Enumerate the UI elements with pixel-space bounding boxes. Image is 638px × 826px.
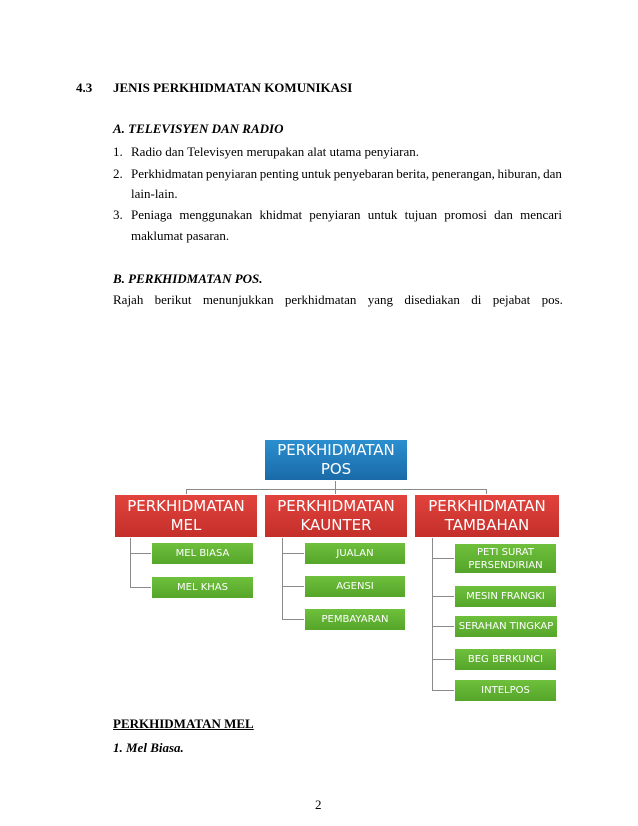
connector-kaunter-vertical bbox=[282, 538, 283, 619]
word: penyebaran bbox=[333, 166, 394, 181]
word: disediakan bbox=[404, 292, 460, 307]
word: dan bbox=[543, 166, 562, 181]
list-item-continuation: lain-lain. bbox=[131, 186, 178, 201]
mel-heading: PERKHIDMATAN MEL bbox=[113, 716, 254, 731]
leaf-jualan bbox=[304, 542, 406, 565]
branch-node-line: KAUNTER bbox=[300, 516, 372, 534]
word: menggunakan bbox=[179, 207, 253, 222]
connector-kaunter-2 bbox=[282, 586, 304, 587]
leaf-label: PEMBAYARAN bbox=[321, 614, 389, 625]
leaf-beg-berkunci bbox=[454, 648, 557, 671]
leaf-label: SERAHAN TINGKAP bbox=[458, 621, 554, 632]
word: Peniaga bbox=[131, 207, 173, 222]
connector-root-down bbox=[335, 480, 336, 489]
word: yang bbox=[367, 292, 393, 307]
word: tujuan bbox=[404, 207, 438, 222]
word: di bbox=[471, 292, 482, 307]
connector-mel-vertical bbox=[130, 538, 131, 587]
word: promosi bbox=[444, 207, 487, 222]
word: pejabat bbox=[492, 292, 531, 307]
leaf-label: PETI SURAT bbox=[477, 546, 534, 558]
branch-node-line: MEL bbox=[170, 516, 202, 534]
connector-tambahan-vertical bbox=[432, 538, 433, 690]
part-b-heading: B. PERKHIDMATAN POS. bbox=[113, 271, 263, 286]
branch-node-line: TAMBAHAN bbox=[444, 516, 530, 534]
connector-tambahan-2 bbox=[432, 596, 454, 597]
root-node-line: POS bbox=[320, 460, 352, 478]
connector-kaunter-3 bbox=[282, 619, 304, 620]
word: penting bbox=[259, 166, 299, 181]
word: Perkhidmatan bbox=[131, 166, 204, 181]
branch-node-line: PERKHIDMATAN bbox=[277, 497, 395, 515]
leaf-agensi bbox=[304, 575, 406, 598]
branch-node-kaunter bbox=[264, 494, 408, 538]
word: hiburan, bbox=[497, 166, 541, 181]
word: penyiaran bbox=[205, 166, 258, 181]
leaf-label: JUALAN bbox=[336, 548, 374, 559]
word: untuk bbox=[367, 207, 398, 222]
connector-horizontal bbox=[186, 489, 486, 490]
connector-tambahan-1 bbox=[432, 558, 454, 559]
word: berita, bbox=[396, 166, 430, 181]
list-item-number: 1. bbox=[113, 144, 123, 159]
leaf-intelpos bbox=[454, 679, 557, 702]
part-a-heading: A. TELEVISYEN DAN RADIO bbox=[113, 121, 284, 136]
section-title: JENIS PERKHIDMATAN KOMUNIKASI bbox=[113, 80, 353, 95]
leaf-mel-khas bbox=[151, 576, 254, 599]
leaf-pembayaran bbox=[304, 608, 406, 631]
branch-node-mel bbox=[114, 494, 258, 538]
list-item-continuation: maklumat pasaran. bbox=[131, 228, 230, 243]
word: berikut bbox=[154, 292, 192, 307]
leaf-label: BEG BERKUNCI bbox=[467, 654, 544, 665]
leaf-label: INTELPOS bbox=[481, 685, 530, 696]
branch-node-tambahan bbox=[414, 494, 560, 538]
word: penyiaran bbox=[309, 207, 361, 222]
list-item: Radio dan Televisyen merupakan alat utama penyiaran. bbox=[131, 144, 419, 159]
branch-node-line: PERKHIDMATAN bbox=[428, 497, 546, 515]
connector-tambahan-4 bbox=[432, 659, 454, 660]
word: untuk bbox=[301, 166, 332, 181]
connector-tambahan-5 bbox=[432, 690, 454, 691]
leaf-mel-biasa bbox=[151, 542, 254, 565]
word: khidmat bbox=[259, 207, 303, 222]
leaf-label: AGENSI bbox=[336, 581, 374, 592]
connector-mel-1 bbox=[130, 553, 151, 554]
connector-mel-2 bbox=[130, 587, 151, 588]
word: dan bbox=[494, 207, 513, 222]
leaf-label: MESIN FRANGKI bbox=[466, 591, 545, 602]
section-number: 4.3 bbox=[76, 80, 93, 95]
list-item-number: 2. bbox=[113, 166, 123, 181]
word: penerangan, bbox=[431, 166, 495, 181]
leaf-label: PERSENDIRIAN bbox=[468, 559, 543, 571]
branch-node-line: PERKHIDMATAN bbox=[127, 497, 245, 515]
leaf-mesin-frangki bbox=[454, 585, 557, 608]
leaf-label: MEL KHAS bbox=[177, 582, 228, 593]
connector-tambahan-3 bbox=[432, 626, 454, 627]
word: menunjukkan bbox=[202, 292, 274, 307]
word: perkhidmatan bbox=[284, 292, 357, 307]
leaf-label: MEL BIASA bbox=[175, 548, 230, 559]
leaf-peti-surat bbox=[454, 543, 557, 574]
connector-kaunter-1 bbox=[282, 553, 304, 554]
list-item-number: 3. bbox=[113, 207, 123, 222]
page-number: 2 bbox=[315, 797, 322, 812]
leaf-serahan-tingkap bbox=[454, 615, 558, 638]
word: pos. bbox=[541, 292, 563, 307]
word: mencari bbox=[520, 207, 562, 222]
mel-first-item: 1. Mel Biasa. bbox=[113, 740, 184, 755]
word: Rajah bbox=[113, 292, 144, 307]
root-node bbox=[264, 439, 408, 481]
root-node-line: PERKHIDMATAN bbox=[277, 441, 395, 459]
